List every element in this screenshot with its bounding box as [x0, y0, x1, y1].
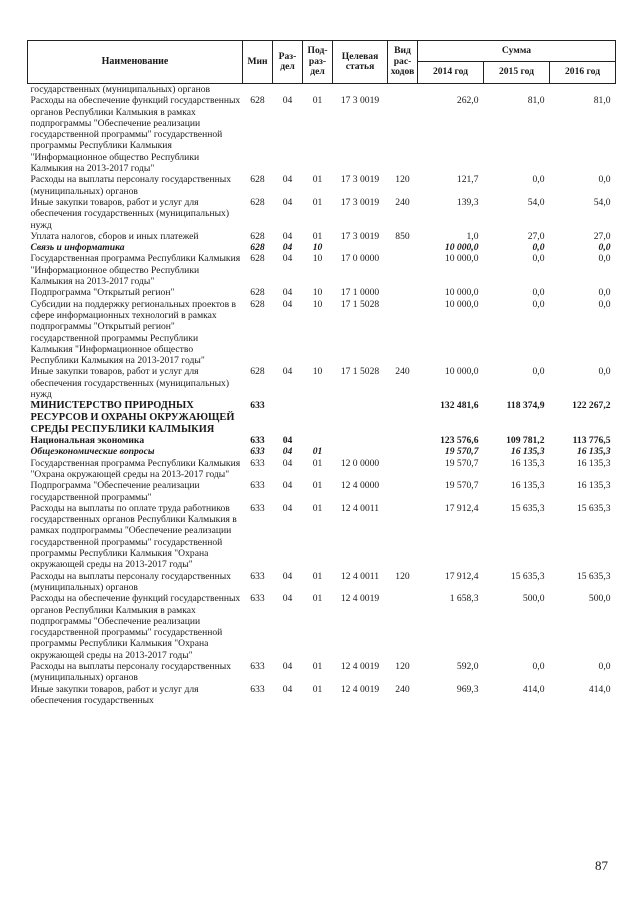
table-row — [28, 684, 616, 707]
cell-vid-rashodov: 850 — [395, 230, 410, 242]
cell-sum-2014: 969,3 — [456, 683, 479, 695]
header-podrazdel: Под-раз-дел — [303, 41, 333, 84]
cell-podrazdel: 01 — [312, 480, 323, 492]
cell-sum-2014: 1 658,3 — [449, 593, 479, 605]
cell-vid-rashodov: 120 — [395, 661, 410, 673]
cell-cel-statya — [333, 84, 388, 96]
cell-razdel: 04 — [282, 242, 293, 254]
cell-min: 628 — [250, 196, 265, 208]
cell-name: МИНИСТЕРСТВО ПРИРОДНЫХ РЕСУРСОВ И ОХРАНЫ ОКРУЖАЮЩЕЙ СРЕДЫ РЕСПУБЛИКИ КАЛМЫКИЯ — [30, 400, 235, 435]
cell-podrazdel: 10 — [312, 298, 323, 310]
cell-sum-2016: 414,0 — [588, 683, 611, 695]
cell-sum-2014: 123 576,6 — [440, 435, 479, 447]
cell-podrazdel: 01 — [312, 230, 323, 242]
cell-sum-2016: 0,0 — [598, 242, 611, 254]
cell-vid-rashodov: 240 — [395, 366, 410, 378]
cell-cel-statya: 17 3 0019 — [340, 230, 380, 242]
header-year-2014: 2014 год — [418, 62, 484, 84]
cell-vid-rashodov: 240 — [395, 196, 410, 208]
cell-cel-statya — [333, 242, 388, 253]
table-row — [28, 661, 616, 684]
cell-name: Национальная экономика — [30, 435, 145, 447]
cell-vid-rashodov — [388, 458, 418, 481]
cell-min: 628 — [250, 287, 265, 299]
cell-sum-2014: 17 912,4 — [444, 570, 479, 582]
cell-podrazdel: 01 — [312, 457, 323, 469]
cell-podrazdel: 01 — [312, 446, 323, 458]
cell-cel-statya: 12 4 0011 — [340, 570, 380, 582]
cell-sum-2015: 81,0 — [527, 95, 545, 107]
cell-vid-rashodov: 120 — [395, 174, 410, 186]
cell-vid-rashodov — [388, 593, 418, 661]
table-row — [28, 480, 616, 503]
cell-min: 628 — [250, 242, 265, 254]
cell-name: государственных (муниципальных) органов — [30, 84, 211, 95]
cell-sum-2015: 27,0 — [527, 230, 545, 242]
cell-podrazdel — [303, 400, 333, 435]
cell-razdel: 04 — [282, 287, 293, 299]
cell-cel-statya: 12 4 0019 — [340, 683, 380, 695]
table-row — [28, 174, 616, 197]
cell-sum-2016: 113 776,5 — [572, 435, 611, 447]
cell-sum-2015 — [484, 84, 550, 96]
cell-vid-rashodov — [388, 435, 418, 446]
cell-podrazdel: 10 — [312, 253, 323, 265]
cell-min: 633 — [250, 400, 265, 412]
cell-vid-rashodov — [388, 84, 418, 96]
cell-razdel: 04 — [282, 480, 293, 492]
cell-sum-2015: 0,0 — [532, 661, 545, 673]
table-row — [28, 253, 616, 287]
cell-cel-statya — [333, 435, 388, 446]
cell-razdel: 04 — [282, 570, 293, 582]
cell-min: 633 — [250, 593, 265, 605]
cell-razdel: 04 — [282, 298, 293, 310]
cell-sum-2015: 109 781,2 — [506, 435, 545, 447]
cell-sum-2016: 15 635,3 — [576, 502, 611, 514]
cell-min: 628 — [250, 230, 265, 242]
cell-sum-2015: 0,0 — [532, 242, 545, 254]
cell-cel-statya — [333, 400, 388, 435]
cell-sum-2015: 0,0 — [532, 366, 545, 378]
cell-name: Расходы на выплаты персоналу государственных (муниципальных) органов — [30, 661, 232, 684]
header-summa: Сумма — [418, 41, 616, 62]
table-row — [28, 593, 616, 661]
cell-podrazdel: 01 — [312, 196, 323, 208]
cell-name: Субсидии на поддержку региональных проектов в сфере информационных технологий в рамках подпрограммы "Открытый регион" государственной программы Республики Калмыкия "Информационное общество Республики Калмыкия на 2013-2017 годы" — [30, 298, 237, 367]
cell-sum-2014: 10 000,0 — [444, 242, 479, 254]
cell-sum-2016: 16 135,3 — [576, 457, 611, 469]
cell-sum-2014: 19 570,7 — [444, 480, 479, 492]
cell-name: Общеэкономические вопросы — [30, 446, 155, 458]
cell-razdel — [273, 400, 303, 435]
cell-sum-2015: 500,0 — [522, 593, 545, 605]
cell-sum-2016: 0,0 — [598, 174, 611, 186]
cell-razdel: 04 — [282, 593, 293, 605]
cell-razdel: 04 — [282, 661, 293, 673]
cell-min: 633 — [250, 502, 265, 514]
cell-sum-2016: 16 135,3 — [576, 446, 611, 458]
cell-cel-statya: 12 0 0000 — [340, 457, 380, 469]
cell-sum-2014: 19 570,7 — [444, 446, 479, 458]
cell-name: Государственная программа Республики Калмыкия "Охрана окружающей среды на 2013-2017 годы" — [30, 457, 241, 480]
cell-sum-2015: 0,0 — [532, 174, 545, 186]
cell-sum-2015: 0,0 — [532, 298, 545, 310]
cell-sum-2015: 16 135,3 — [510, 480, 545, 492]
header-name: Наименование — [28, 41, 243, 84]
table-body — [28, 84, 616, 707]
cell-vid-rashodov: 240 — [395, 683, 410, 695]
table-row — [28, 95, 616, 174]
cell-podrazdel: 01 — [312, 593, 323, 605]
cell-name: Подпрограмма "Обеспечение реализации государственной программы" — [30, 480, 200, 503]
cell-vid-rashodov — [388, 95, 418, 174]
cell-name: Расходы на выплаты персоналу государственных (муниципальных) органов — [30, 570, 232, 593]
cell-razdel: 04 — [282, 446, 293, 458]
cell-sum-2014: 139,3 — [456, 196, 479, 208]
cell-sum-2016: 122 267,2 — [572, 400, 611, 412]
cell-sum-2016: 0,0 — [598, 661, 611, 673]
cell-min: 628 — [250, 253, 265, 265]
cell-sum-2016: 54,0 — [593, 196, 611, 208]
cell-name: Расходы на обеспечение функций государственных органов Республики Калмыкия в рамках подпрограммы "Обеспечение реализации государственной программы" государственной программы Республики Калмыкия "Охрана окружающей среды на 2013-2017 годы" — [30, 593, 241, 661]
cell-name: Расходы на выплаты по оплате труда работников государственных органов Республики Калмыкия в рамках подпрограммы "Обеспечение реализации государственной программы" государственной программы Республики Калмыкия "Охрана окружающей среды на 2013-2017 годы" — [30, 502, 237, 571]
cell-sum-2016: 0,0 — [598, 253, 611, 265]
cell-sum-2015: 0,0 — [532, 287, 545, 299]
cell-cel-statya: 12 4 0000 — [340, 480, 380, 492]
cell-sum-2014 — [418, 84, 484, 96]
cell-sum-2014: 17 912,4 — [444, 502, 479, 514]
cell-sum-2016: 0,0 — [598, 298, 611, 310]
cell-min: 633 — [250, 480, 265, 492]
cell-cel-statya: 17 3 0019 — [340, 196, 380, 208]
table-row — [28, 84, 616, 96]
cell-name: Иные закупки товаров, работ и услуг для обеспечения государственных — [30, 683, 199, 706]
cell-sum-2015: 118 374,9 — [506, 400, 545, 412]
cell-razdel: 04 — [282, 457, 293, 469]
table-row — [28, 299, 616, 367]
cell-vid-rashodov — [388, 287, 418, 298]
cell-podrazdel: 10 — [312, 366, 323, 378]
cell-cel-statya — [333, 446, 388, 457]
cell-podrazdel: 01 — [312, 570, 323, 582]
table-row — [28, 503, 616, 571]
cell-sum-2016: 0,0 — [598, 287, 611, 299]
cell-podrazdel — [303, 84, 333, 96]
cell-razdel: 04 — [282, 683, 293, 695]
cell-name: Расходы на обеспечение функций государственных органов Республики Калмыкия в рамках подпрограммы "Обеспечение реализации государственной программы" государственной программы Республики Калмыкия "Информационное общество Республики Калмыкия на 2013-2017 годы" — [30, 95, 241, 175]
cell-min — [243, 84, 273, 96]
table-header — [28, 41, 616, 84]
cell-min: 633 — [250, 683, 265, 695]
header-min: Мин — [243, 41, 273, 84]
cell-sum-2014: 10 000,0 — [444, 366, 479, 378]
cell-sum-2014: 19 570,7 — [444, 457, 479, 469]
cell-min: 628 — [250, 174, 265, 186]
cell-sum-2015: 16 135,3 — [510, 446, 545, 458]
table-row — [28, 400, 616, 435]
cell-min: 633 — [250, 435, 265, 447]
header-year-2015: 2015 год — [484, 62, 550, 84]
cell-sum-2015: 0,0 — [532, 253, 545, 265]
table-row — [28, 197, 616, 231]
header-razdel: Раз-дел — [273, 41, 303, 84]
header-year-2016: 2016 год — [550, 62, 616, 84]
cell-sum-2014: 121,7 — [456, 174, 479, 186]
cell-vid-rashodov — [388, 400, 418, 435]
cell-name: Расходы на выплаты персоналу государственных (муниципальных) органов — [30, 174, 232, 197]
cell-razdel: 04 — [282, 435, 293, 447]
cell-razdel: 04 — [282, 95, 293, 107]
cell-razdel: 04 — [282, 174, 293, 186]
table-row — [28, 366, 616, 400]
cell-name: Иные закупки товаров, работ и услуг для обеспечения государственных (муниципальных) нужд — [30, 196, 230, 231]
cell-sum-2014: 10 000,0 — [444, 253, 479, 265]
cell-vid-rashodov — [388, 253, 418, 287]
cell-cel-statya: 17 3 0019 — [340, 174, 380, 186]
cell-podrazdel: 10 — [312, 287, 323, 299]
cell-razdel: 04 — [282, 366, 293, 378]
cell-razdel — [273, 84, 303, 96]
cell-podrazdel: 01 — [312, 174, 323, 186]
table-row — [28, 571, 616, 594]
cell-sum-2016: 500,0 — [588, 593, 611, 605]
header-cel-statya: Целевая статья — [333, 41, 388, 84]
table-row — [28, 458, 616, 481]
cell-sum-2016: 81,0 — [593, 95, 611, 107]
cell-cel-statya: 17 1 0000 — [340, 287, 380, 299]
cell-razdel: 04 — [282, 502, 293, 514]
cell-cel-statya: 17 1 5028 — [340, 298, 380, 310]
table-row — [28, 231, 616, 242]
cell-sum-2015: 16 135,3 — [510, 457, 545, 469]
cell-vid-rashodov: 120 — [395, 570, 410, 582]
cell-sum-2014: 132 481,6 — [440, 400, 479, 412]
cell-cel-statya: 12 4 0011 — [340, 502, 380, 514]
cell-razdel: 04 — [282, 230, 293, 242]
cell-podrazdel: 01 — [312, 95, 323, 107]
cell-cel-statya: 17 0 0000 — [340, 253, 380, 265]
cell-sum-2016: 16 135,3 — [576, 480, 611, 492]
cell-sum-2014: 1,0 — [466, 230, 479, 242]
table-row — [28, 242, 616, 253]
cell-sum-2015: 15 635,3 — [510, 502, 545, 514]
cell-sum-2015: 15 635,3 — [510, 570, 545, 582]
cell-sum-2016 — [550, 84, 616, 96]
cell-cel-statya: 12 4 0019 — [340, 593, 380, 605]
cell-sum-2014: 262,0 — [456, 95, 479, 107]
cell-sum-2014: 10 000,0 — [444, 287, 479, 299]
cell-cel-statya: 17 1 5028 — [340, 366, 380, 378]
cell-sum-2015: 414,0 — [522, 683, 545, 695]
cell-podrazdel: 01 — [312, 502, 323, 514]
cell-name: Иные закупки товаров, работ и услуг для обеспечения государственных (муниципальных) нужд — [30, 366, 230, 401]
cell-min: 633 — [250, 457, 265, 469]
header-vid-rashodov: Вид рас-ходов — [388, 41, 418, 84]
cell-podrazdel: 10 — [312, 242, 323, 254]
cell-name: Государственная программа Республики Калмыкия "Информационное общество Республики Калмыкия на 2013-2017 годы" — [30, 253, 241, 288]
cell-sum-2016: 27,0 — [593, 230, 611, 242]
cell-vid-rashodov — [388, 446, 418, 457]
cell-razdel: 04 — [282, 196, 293, 208]
cell-sum-2014: 10 000,0 — [444, 298, 479, 310]
cell-name: Связь и информатика — [30, 242, 125, 254]
cell-min: 628 — [250, 298, 265, 310]
budget-table — [27, 40, 616, 706]
cell-cel-statya: 12 4 0019 — [340, 661, 380, 673]
cell-sum-2016: 0,0 — [598, 366, 611, 378]
cell-sum-2016: 15 635,3 — [576, 570, 611, 582]
cell-min: 633 — [250, 661, 265, 673]
cell-min: 633 — [250, 446, 265, 458]
page-number: 87 — [595, 858, 608, 873]
cell-podrazdel: 01 — [312, 683, 323, 695]
cell-min: 628 — [250, 95, 265, 107]
table-row — [28, 435, 616, 446]
cell-sum-2015: 54,0 — [527, 196, 545, 208]
cell-vid-rashodov — [388, 242, 418, 253]
cell-vid-rashodov — [388, 299, 418, 367]
cell-sum-2014: 592,0 — [456, 661, 479, 673]
cell-podrazdel: 01 — [312, 661, 323, 673]
cell-cel-statya: 17 3 0019 — [340, 95, 380, 107]
cell-min: 633 — [250, 570, 265, 582]
table-row — [28, 446, 616, 457]
cell-podrazdel — [303, 435, 333, 446]
cell-name: Подпрограмма "Открытый регион" — [30, 287, 175, 299]
cell-min: 628 — [250, 366, 265, 378]
table-row — [28, 287, 616, 298]
cell-razdel: 04 — [282, 253, 293, 265]
cell-vid-rashodov — [388, 480, 418, 503]
cell-vid-rashodov — [388, 503, 418, 571]
cell-name: Уплата налогов, сборов и иных платежей — [30, 230, 199, 242]
